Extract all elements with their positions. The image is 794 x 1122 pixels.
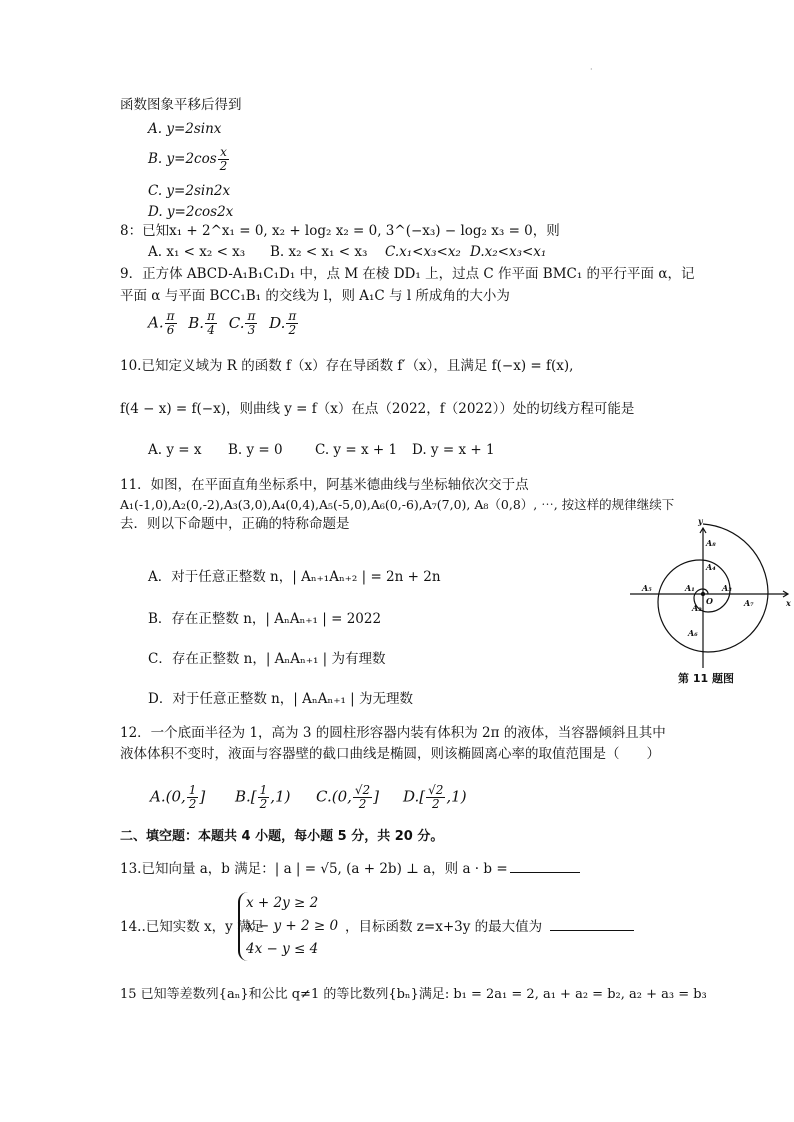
q12-option-d-fraction (426, 784, 445, 811)
q11-option-c: C．存在正整数 n，| AₙAₙ₊₁ | 为有理数 (148, 651, 386, 667)
fraction-numerator: π (288, 309, 297, 323)
q11-option-d: D．对于任意正整数 n，| AₙAₙ₊₁ | 为无理数 (148, 691, 413, 707)
q12-option-c-prefix: C.(0, (316, 787, 352, 806)
q14-suffix (345, 918, 634, 936)
q7-option-b-fraction (218, 146, 230, 173)
q7-tail: 函数图象平移后得到 (120, 97, 242, 113)
point-label-a8: A₈ (706, 538, 716, 548)
point-label-a5: A₅ (642, 583, 652, 593)
fraction-numerator: x (220, 145, 227, 159)
q8-option-b: B. x₂ < x₁ < x₃ (270, 244, 368, 260)
fraction-denominator: 2 (259, 797, 268, 811)
q13-answer-blank (510, 860, 580, 873)
q9-line-1: 9．正方体 ABCD-A₁B₁C₁D₁ 中，点 M 在棱 DD₁ 上，过点 C 作平面 BMC₁ 的平行平面 α，记 (120, 266, 695, 282)
q8-option-c: C.x₁<x₃<x₂ (385, 244, 461, 260)
point-label-a3: A₃ (722, 583, 732, 593)
q12-option-d (403, 784, 467, 811)
fraction-numerator: π (166, 309, 175, 323)
x-axis-label: x (786, 598, 791, 608)
fraction-denominator: 2 (188, 797, 197, 811)
fraction-denominator: 2 (219, 159, 228, 173)
q11-option-b: B．存在正整数 n，| AₙAₙ₊₁ | = 2022 (148, 611, 382, 627)
q12-option-c-fraction (353, 784, 372, 811)
q9-option-d-label: D. (269, 313, 286, 332)
q12-line-1: 12．一个底面半径为 1，高为 3 的圆柱形容器内装有体积为 2π 的液体，当容器倾斜且其中 (120, 725, 666, 741)
q12-line-2: 液体体积不变时，液面与容器壁的截口曲线是椭圆，则该椭圆离心率的取值范围是（ ） (120, 746, 660, 762)
q9-option-d-fraction (286, 310, 298, 337)
q14-prefix: 14..已知实数 x，y 满足 (120, 919, 265, 935)
q8-option-d: D.x₂<x₃<x₁ (470, 244, 547, 260)
q14-constraint-2: x − y + 2 ≥ 0 (246, 918, 339, 934)
q11-line-1: 11．如图，在平面直角坐标系中，阿基米德曲线与坐标轴依次交于点 (120, 477, 529, 493)
fraction-denominator: 2 (288, 323, 297, 337)
fraction-numerator: 1 (188, 783, 197, 797)
q14-answer-blank (550, 918, 634, 931)
q12-option-b-prefix: B.[ (235, 787, 257, 806)
fraction-denominator: 2 (431, 797, 440, 811)
point-label-a7: A₇ (744, 598, 754, 608)
q10-option-c: C. y = x + 1 (315, 442, 398, 458)
section-2-heading: 二、填空题：本题共 4 小题，每小题 5 分，共 20 分。 (120, 829, 444, 844)
q9-option-b-fraction (205, 310, 217, 337)
q12-option-c-suffix: ] (373, 787, 380, 806)
point-label-a2: A₂ (692, 603, 702, 613)
q12-option-a (150, 784, 205, 811)
q9-option-a-label: A. (148, 313, 164, 332)
q12-option-a-prefix: A.(0, (150, 787, 186, 806)
q7-option-d: D. y=2cos2x (148, 204, 234, 220)
q7-option-c: C. y=2sin2x (148, 183, 231, 199)
fraction-numerator: √2 (354, 783, 371, 797)
q8-stem: 8：已知x₁ + 2^x₁ = 0, x₂ + log₂ x₂ = 0, 3^(−x₃) − log₂ x₃ = 0，则 (120, 223, 560, 239)
q9-option-c-label: C. (228, 313, 245, 332)
fraction-numerator: √2 (428, 783, 444, 797)
q7-option-b (148, 146, 230, 173)
q11-line-3: 去．则以下命题中，正确的特称命题是 (120, 516, 350, 532)
q12-option-a-suffix: ] (199, 787, 206, 806)
q13 (120, 860, 580, 878)
fraction-numerator: π (247, 309, 256, 323)
q7-option-a: A. y=2sinx (148, 121, 222, 137)
y-axis-label: y (698, 518, 703, 526)
q14-constraint-system (238, 892, 338, 961)
q10-line-1: 10.已知定义域为 R 的函数 f（x）存在导函数 f′（x），且满足 f(−x) = f(x), (120, 358, 574, 374)
q7-option-b-prefix: B. y=2cos (148, 151, 217, 167)
q14-constraint-1: x + 2y ≥ 2 (246, 895, 319, 911)
fraction-numerator: π (207, 309, 215, 323)
header-mark: · (590, 65, 593, 74)
fraction-numerator: 1 (259, 783, 268, 797)
fraction-denominator: 3 (247, 323, 256, 337)
point-label-a1: A₁ (685, 583, 695, 593)
q9-option-b-label: B. (188, 313, 205, 332)
fraction-denominator: 6 (166, 323, 175, 337)
q11-line-2: A₁(-1,0),A₂(0,-2),A₃(3,0),A₄(0,4),A₅(-5,0),A₆(0,-6),A₇(7,0), A₈（0,8）, ⋯, 按这样的规律继续下 (120, 497, 675, 512)
q10-line-2: f(4 − x) = f(−x)，则曲线 y = f（x）在点（2022，f（2022））处的切线方程可能是 (120, 401, 635, 417)
q9-option-a-fraction (165, 310, 177, 337)
q11-option-a: A．对于任意正整数 n，| Aₙ₊₁Aₙ₊₂ | = 2n + 2n (148, 569, 441, 585)
q9-options (148, 310, 299, 337)
q11-figure (628, 518, 794, 688)
origin-point (701, 592, 705, 596)
q12-option-a-fraction (187, 784, 199, 811)
point-label-a6: A₆ (688, 628, 698, 638)
origin-label: O (706, 596, 713, 606)
point-label-a4: A₄ (706, 562, 716, 572)
q12-option-c (316, 784, 379, 811)
q9-option-c-fraction (245, 310, 257, 337)
q9-line-2: 平面 α 与平面 BCC₁B₁ 的交线为 l，则 A₁C 与 l 所成角的大小为 (120, 288, 510, 304)
q12-option-b-fraction (258, 784, 270, 811)
q12-option-d-prefix: D.[ (403, 787, 426, 806)
fraction-denominator: 2 (358, 797, 367, 811)
q14-suffix-text: ，目标函数 z=x+3y 的最大值为 (345, 919, 543, 935)
q10-option-b: B. y = 0 (228, 442, 283, 458)
q12-option-d-suffix: ,1) (446, 787, 467, 806)
q14-constraint-3: 4x − y ≤ 4 (246, 941, 319, 957)
q15: 15 已知等差数列{aₙ}和公比 q≠1 的等比数列{bₙ}满足: b₁ = 2a₁ = 2, a₁ + a₂ = b₂, a₂ + a₃ = b₃ (120, 987, 707, 1002)
q13-text: 13.已知向量 a，b 满足：| a | = √5, (a + 2b) ⊥ a，则 a · b = (120, 861, 508, 877)
q8-option-a: A. x₁ < x₂ < x₃ (148, 244, 246, 260)
q12-option-b-suffix: ,1) (270, 787, 291, 806)
fraction-denominator: 4 (207, 323, 215, 337)
q10-option-a: A. y = x (148, 442, 202, 458)
q10-option-d: D. y = x + 1 (412, 442, 495, 458)
q12-option-b (235, 784, 290, 811)
figure-caption: 第 11 题图 (678, 672, 734, 685)
